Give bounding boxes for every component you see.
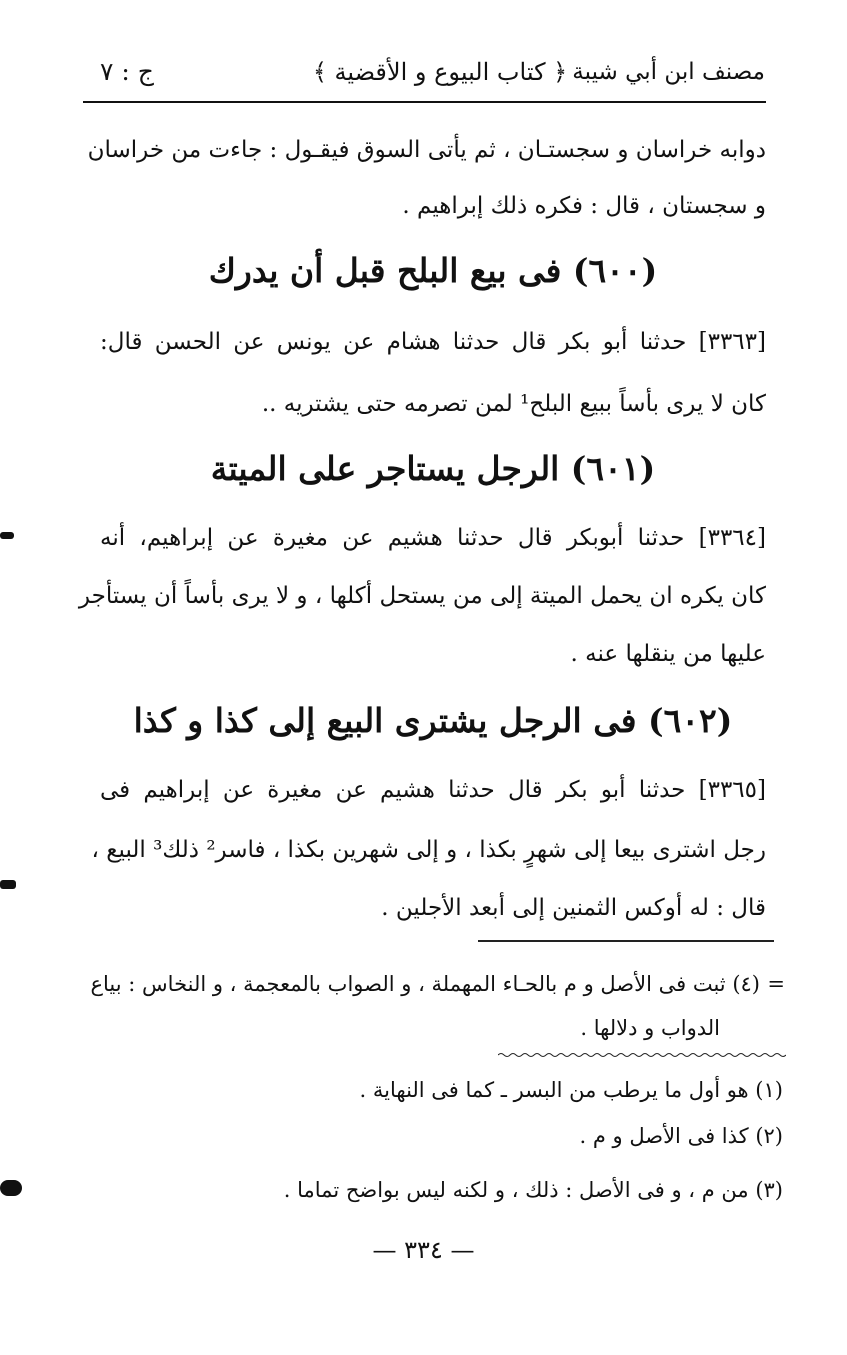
header-section-title: ﴿ كتاب البيوع و الأقضية ﴾ [312, 58, 568, 86]
hadith-3363-line-1: [٣٣٦٣] حدثنا أبو بكر قال حدثنا هشام عن يونس عن الحسن قال: [100, 329, 766, 355]
hadith-3365-line-3: قال : له أوكس الثمنين إلى أبعد الأجلين . [381, 895, 766, 921]
section-heading-600: (٦٠٠) فى بيع البلح قبل أن يدرك [208, 251, 658, 290]
footnote-2: (٢) كذا فى الأصل و م . [579, 1124, 783, 1148]
footnote-wavy-divider [498, 1052, 786, 1058]
intro-line-2: و سجستان ، قال : فكره ذلك إبراهيم . [402, 193, 766, 219]
section-heading-602: (٦٠٢) فى الرجل يشترى البيع إلى كذا و كذا [133, 701, 733, 740]
section-heading-601: (٦٠١) الرجل يستاجر على الميتة [210, 449, 656, 488]
header-rule [83, 101, 766, 103]
hadith-3363-line-2: كان لا يرى بأساً ببيع البلح¹ لمن تصرمه حتى يشتريه .. [261, 391, 766, 417]
footnote-4-line-1: (٤) ثبت فى الأصل و م بالحـاء المهملة ، و الصواب بالمعجمة ، و النخاس : بياع [90, 972, 760, 996]
hadith-3365-line-2: رجل اشترى بيعا إلى شهرٍ بكذا ، و إلى شهرين بكذا ، فاسر² ذلك³ البيع ، [91, 837, 766, 863]
hadith-3364-line-2: كان يكره ان يحمل الميتة إلى من يستحل أكلها ، و لا يرى بأساً أن يستأجر [78, 583, 766, 609]
scan-mark [0, 880, 16, 889]
footnote-separator [478, 940, 774, 942]
header-volume: ج : ٧ [100, 57, 154, 86]
hadith-3365-line-1: [٣٣٦٥] حدثنا أبو بكر قال حدثنا هشيم عن مغيرة عن إبراهيم فى [100, 777, 766, 803]
hadith-3364-line-1: [٣٣٦٤] حدثنا أبوبكر قال حدثنا هشيم عن مغيرة عن إبراهيم، أنه [100, 525, 766, 551]
scan-mark [0, 532, 14, 539]
footnote-carry-marker: = [767, 972, 785, 996]
hadith-3364-line-3: عليها من ينقلها عنه . [570, 641, 766, 667]
scan-mark [0, 1180, 22, 1196]
page-number: — ٣٣٤ — [372, 1236, 475, 1264]
intro-line-1: دوابه خراسان و سجستـان ، ثم يأتى السوق فيقـول : جاءت من خراسان [87, 137, 766, 163]
footnote-3: (٣) من م ، و فى الأصل : ذلك ، و لكنه ليس بواضح تماما . [283, 1178, 783, 1202]
footnote-1: (١) هو أول ما يرطب من البسر ـ كما فى النهاية . [359, 1078, 783, 1102]
footnote-4-line-2: الدواب و دلالها . [580, 1016, 720, 1040]
header-book-title: مصنف ابن أبي شيبة [572, 59, 765, 85]
